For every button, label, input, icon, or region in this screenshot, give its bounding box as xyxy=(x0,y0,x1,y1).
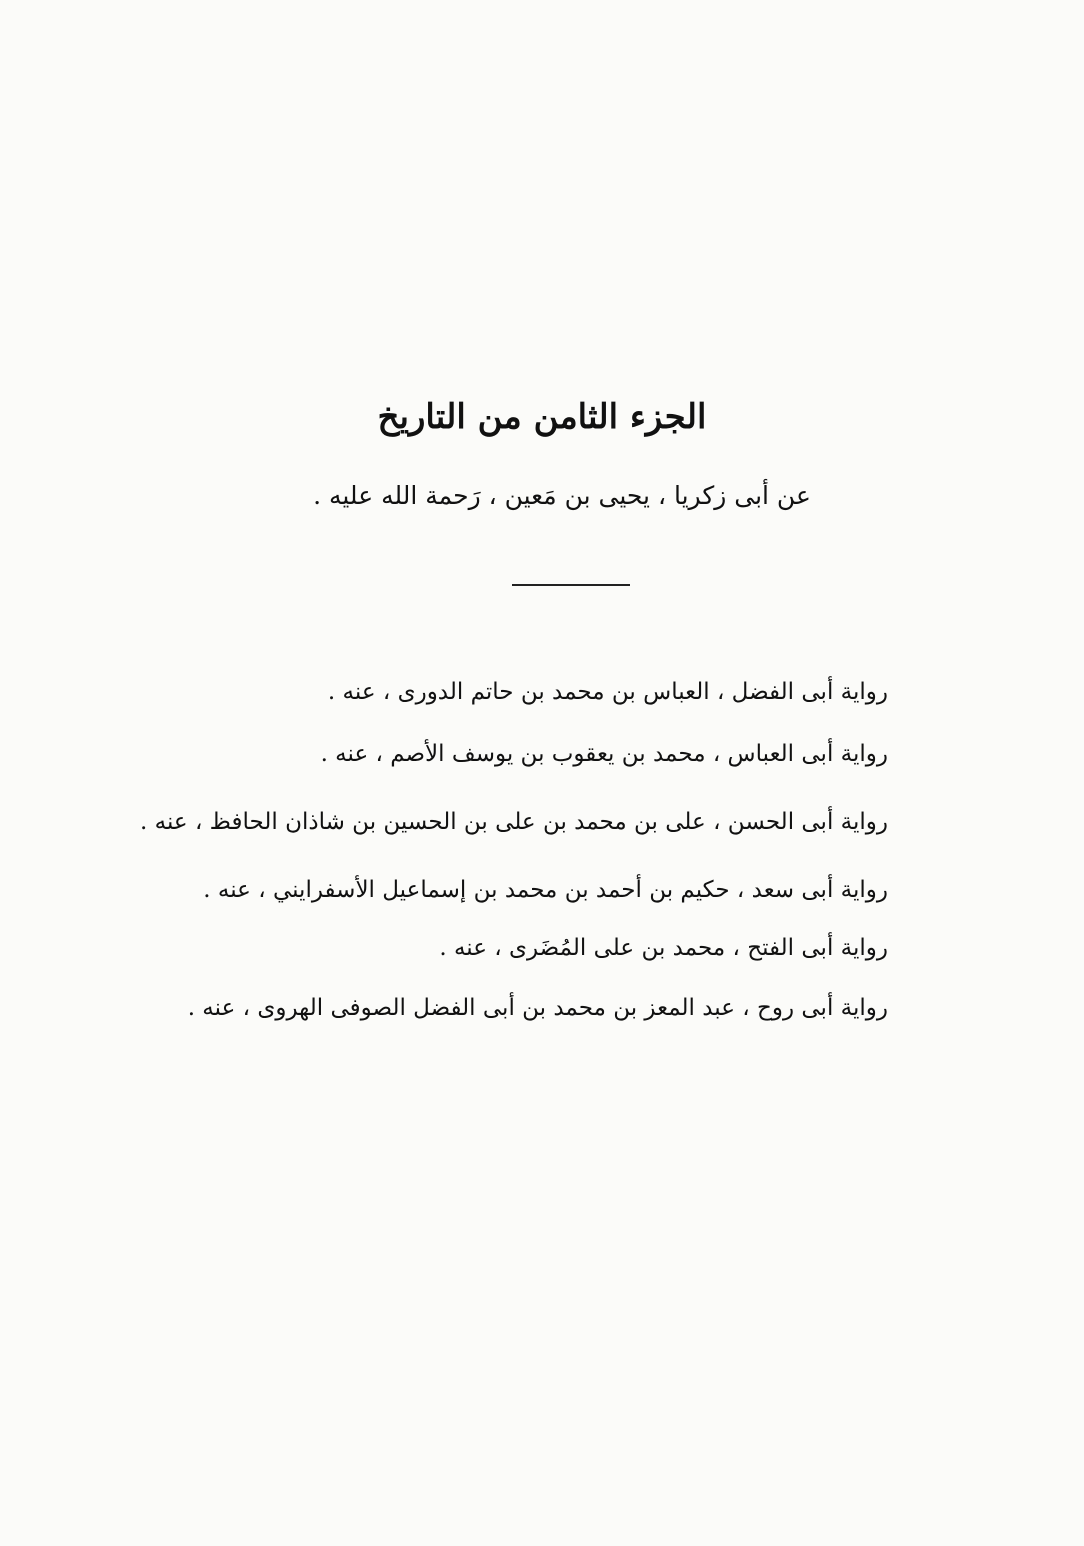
narration-line: رواية أبى العباس ، محمد بن يعقوب بن يوسف الأصم ، عنه . xyxy=(320,741,888,767)
narration-line: رواية أبى سعد ، حكيم بن أحمد بن محمد بن إسماعيل الأسفرايني ، عنه . xyxy=(203,877,888,903)
narration-line: رواية أبى الفتح ، محمد بن على المُضَرى ، عنه . xyxy=(439,935,888,961)
narration-list xyxy=(140,672,888,1028)
narration-line: رواية أبى الحسن ، على بن محمد بن على بن الحسين بن شاذان الحافظ ، عنه . xyxy=(140,809,888,835)
section-divider xyxy=(512,584,630,586)
narration-line: رواية أبى الفضل ، العباس بن محمد بن حاتم الدورى ، عنه . xyxy=(327,679,888,705)
page-title: الجزء الثامن من التاريخ xyxy=(377,397,707,437)
narration-line: رواية أبى روح ، عبد المعز بن محمد بن أبى الفضل الصوفى الهروى ، عنه . xyxy=(187,995,888,1021)
page-subtitle: عن أبى زكريا ، يحيى بن مَعين ، رَحمة الله عليه . xyxy=(313,481,811,510)
